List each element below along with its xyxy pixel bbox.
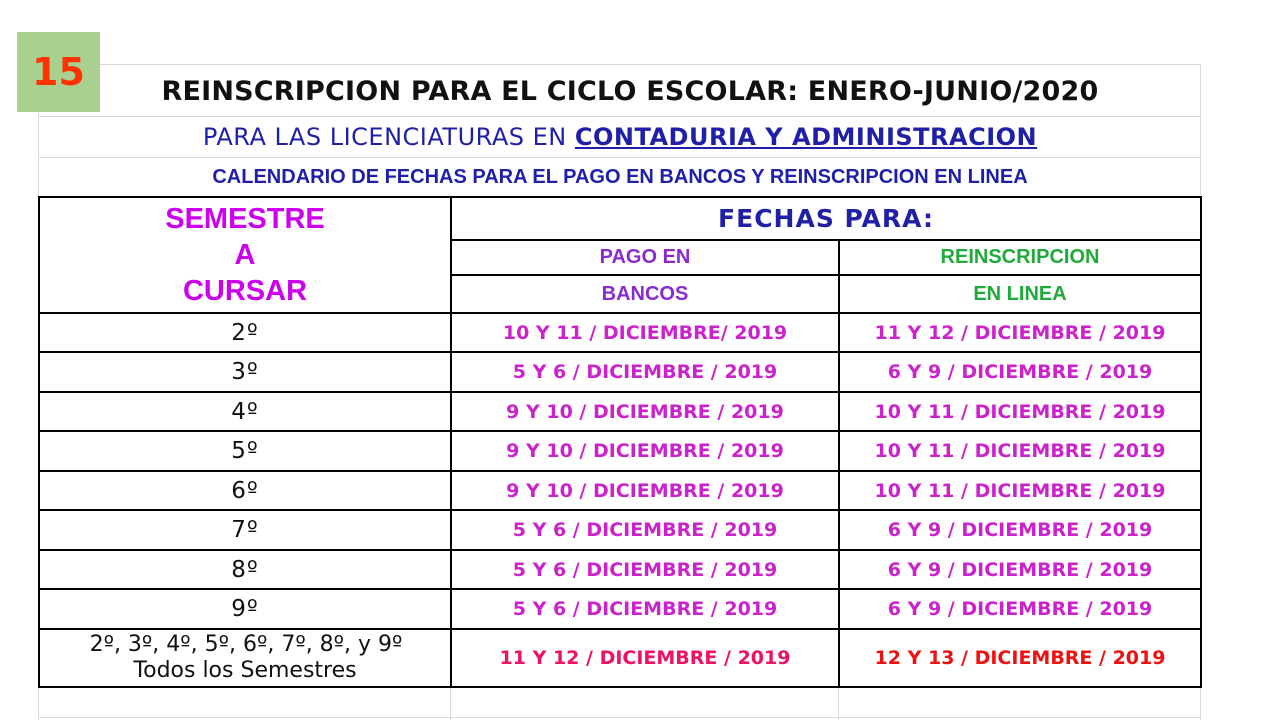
all-semesters-cell — [39, 629, 451, 687]
pago-date-cell: 5 Y 6 / DICIEMBRE / 2019 — [451, 352, 839, 392]
reins-date-cell: 11 Y 12 / DICIEMBRE / 2019 — [839, 313, 1201, 352]
semester-cell: 2º — [39, 313, 451, 352]
reins-date-cell: 6 Y 9 / DICIEMBRE / 2019 — [839, 352, 1201, 392]
calendar-title: CALENDARIO DE FECHAS PARA EL PAGO EN BANCOS Y REINSCRIPCION EN LINEA — [212, 165, 1028, 188]
grid-line — [838, 688, 839, 720]
semestre-header-line2: A — [234, 239, 256, 271]
semester-cell: 8º — [39, 550, 451, 589]
reins-header-line2: EN LINEA — [839, 275, 1201, 313]
table-row — [39, 471, 1201, 510]
reins-date-cell: 10 Y 11 / DICIEMBRE / 2019 — [839, 431, 1201, 471]
pago-date-cell: 10 Y 11 / DICIEMBRE/ 2019 — [451, 313, 839, 352]
semester-cell: 3º — [39, 352, 451, 392]
semester-cell: 9º — [39, 589, 451, 629]
grid-line — [450, 688, 451, 720]
table-row — [39, 589, 1201, 629]
table-row — [39, 313, 1201, 352]
all-semesters-list: 2º, 3º, 4º, 5º, 6º, 7º, 8º, y 9º — [89, 632, 403, 657]
semestre-header — [39, 197, 451, 313]
subtitle-prefix: PARA LAS LICENCIATURAS EN — [202, 123, 575, 151]
schedule-table — [38, 196, 1202, 688]
fechas-header: FECHAS PARA: — [451, 197, 1201, 240]
header-row — [39, 197, 1201, 240]
page-number-badge: 15 — [17, 32, 100, 112]
semester-cell: 6º — [39, 471, 451, 510]
pago-header-line1: PAGO EN — [451, 240, 839, 275]
semester-cell: 7º — [39, 510, 451, 550]
reins-header-line1: REINSCRIPCION — [839, 240, 1201, 275]
pago-date-cell: 9 Y 10 / DICIEMBRE / 2019 — [451, 392, 839, 431]
pago-date-cell: 9 Y 10 / DICIEMBRE / 2019 — [451, 431, 839, 471]
semestre-header-line1: SEMESTRE — [165, 203, 325, 235]
pago-date-cell: 5 Y 6 / DICIEMBRE / 2019 — [451, 510, 839, 550]
table-row — [39, 550, 1201, 589]
grid-line — [38, 717, 1201, 718]
pago-header-line2: BANCOS — [451, 275, 839, 313]
reins-date-cell: 10 Y 11 / DICIEMBRE / 2019 — [839, 392, 1201, 431]
reins-date-cell: 12 Y 13 / DICIEMBRE / 2019 — [839, 629, 1201, 687]
semester-cell: 5º — [39, 431, 451, 471]
pago-date-cell: 9 Y 10 / DICIEMBRE / 2019 — [451, 471, 839, 510]
reins-date-cell: 6 Y 9 / DICIEMBRE / 2019 — [839, 589, 1201, 629]
reins-date-cell: 6 Y 9 / DICIEMBRE / 2019 — [839, 550, 1201, 589]
table-row — [39, 510, 1201, 550]
table-row-all-semesters — [39, 629, 1201, 687]
subtitle-degree: CONTADURIA Y ADMINISTRACION — [574, 123, 1038, 151]
table-row — [39, 392, 1201, 431]
pago-date-cell: 11 Y 12 / DICIEMBRE / 2019 — [451, 629, 839, 687]
subtitle-row — [40, 117, 1200, 157]
all-semesters-label: Todos los Semestres — [133, 658, 357, 683]
reins-date-cell: 10 Y 11 / DICIEMBRE / 2019 — [839, 471, 1201, 510]
table-row — [39, 431, 1201, 471]
subtitle — [203, 123, 1037, 151]
page-title: REINSCRIPCION PARA EL CICLO ESCOLAR: ENERO-JUNIO/2020 — [161, 75, 1099, 107]
title-row — [40, 65, 1200, 117]
semestre-header-line3: CURSAR — [182, 275, 308, 307]
table-row — [39, 352, 1201, 392]
calendar-title-row — [40, 157, 1200, 197]
pago-date-cell: 5 Y 6 / DICIEMBRE / 2019 — [451, 550, 839, 589]
reins-date-cell: 6 Y 9 / DICIEMBRE / 2019 — [839, 510, 1201, 550]
semester-cell: 4º — [39, 392, 451, 431]
pago-date-cell: 5 Y 6 / DICIEMBRE / 2019 — [451, 589, 839, 629]
